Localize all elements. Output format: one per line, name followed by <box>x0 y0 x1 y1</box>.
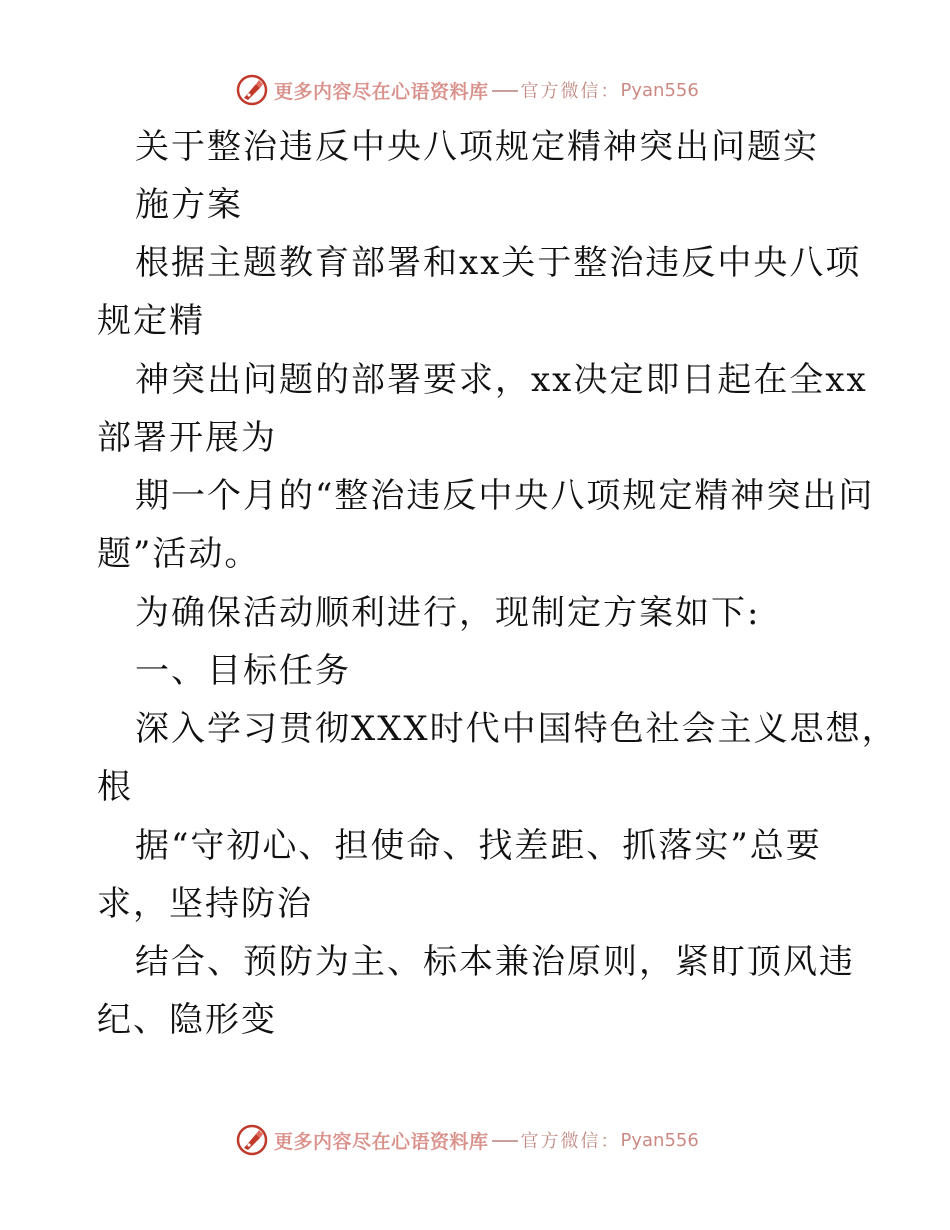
paragraph-line: 结合、预防为主、标本兼治原则，紧盯顶风违 <box>135 942 855 982</box>
paragraph-line: 纪、隐形变 <box>97 1000 277 1040</box>
section-heading: 一、目标任务 <box>135 651 351 691</box>
header-watermark <box>236 73 699 107</box>
watermark-label: 官方微信： <box>520 81 621 102</box>
paragraph-line: 规定精 <box>97 301 205 341</box>
watermark-dash <box>492 90 518 92</box>
watermark-id: Pyan556 <box>620 1129 699 1151</box>
pen-nib-logo-icon <box>236 1124 268 1156</box>
pen-nib-logo-icon <box>236 74 268 106</box>
paragraph-line: 求，坚持防治 <box>97 884 313 924</box>
paragraph-line: 根 <box>97 767 133 807</box>
paragraph-line: 为确保活动顺利进行，现制定方案如下: <box>135 593 761 633</box>
footer-watermark <box>236 1123 699 1157</box>
watermark-id: Pyan556 <box>620 79 699 101</box>
paragraph-line: 部署开展为 <box>97 418 277 458</box>
title-line-1: 关于整治违反中央八项规定精神突出问题实 <box>135 127 819 167</box>
watermark-brand: 更多内容尽在心语资料库 <box>274 80 489 103</box>
paragraph-line: 根据主题教育部署和xx关于整治违反中央八项 <box>135 243 862 283</box>
paragraph-line: 题”活动。 <box>97 534 261 574</box>
title-line-2: 施方案 <box>135 185 243 225</box>
watermark-dash <box>492 1140 518 1142</box>
watermark-label: 官方微信： <box>520 1131 621 1152</box>
paragraph-line: 据“守初心、担使命、找差距、抓落实”总要 <box>135 826 822 866</box>
paragraph-line: 期一个月的“整治违反中央八项规定精神突出问 <box>135 476 875 516</box>
paragraph-line: 神突出问题的部署要求，xx决定即日起在全xx <box>135 360 868 400</box>
paragraph-line: 深入学习贯彻XXX时代中国特色社会主义思想， <box>135 709 898 749</box>
watermark-brand: 更多内容尽在心语资料库 <box>274 1130 489 1153</box>
